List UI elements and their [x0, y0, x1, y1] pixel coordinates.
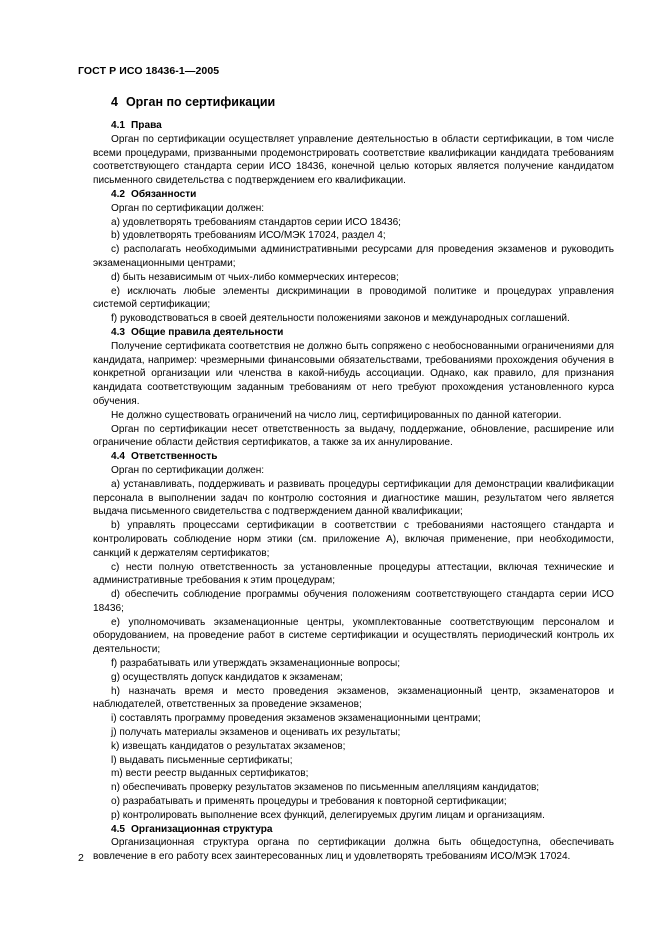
subsection-title: Права [131, 120, 162, 131]
section-number: 4 [111, 95, 118, 109]
list-item: j) получать материалы экзаменов и оценивать их результаты; [111, 727, 401, 739]
list-item: b) управлять процессами сертификации в соответствии с требованиями настоящего стандарта и контролировать соблюдение норм этики (см. приложение А), включая применение, при необходимости, санкций к держателям сертификатов; [93, 520, 614, 559]
standard-header: ГОСТ Р ИСО 18436-1—2005 [78, 65, 220, 77]
paragraph: Орган по сертификации осуществляет управление деятельностью в области сертификации, в том числе всеми процедурами, призванными продемонстрировать соответствие квалификации кандидата требованиям соответствующего стандарта серии ИСО 18436, конечной целью которых является получение кандидатом письменного свидетельства с подтверждением его квалификации. [93, 133, 614, 187]
list-item: a) устанавливать, поддерживать и развивать процедуры сертификации для демонстрации квалификации персонала в выполнении задач по контролю состояния и диагностике машин, результатом чего является выдача письменного свидетельства с подтверждением данной квалификации; [93, 478, 614, 518]
list-item: b) удовлетворять требованиям ИСО/МЭК 17024, раздел 4; [111, 230, 386, 242]
subsection-heading [111, 823, 614, 837]
list-item: c) располагать необходимыми административными ресурсами для проведения экзаменов и руководить экзаменационными центрами; [93, 244, 614, 269]
subsection-title: Организационная структура [131, 823, 273, 835]
subsection-4-2 [93, 188, 614, 326]
list-item: i) составлять программу проведения экзаменов экзаменационными центрами; [111, 713, 481, 725]
list-item: k) извещать кандидатов о результатах экзаменов; [111, 740, 346, 752]
subsection-title: Обязанности [131, 188, 197, 200]
list-item: n) обеспечивать проверку результатов экзаменов по письменным апелляциям кандидатов; [111, 782, 540, 794]
subsection-4-5 [93, 823, 614, 864]
subsection-number: 4.2 [111, 188, 126, 200]
subsection-number: 4.1 [111, 120, 126, 131]
list-item: d) быть независимым от чьих-либо коммерческих интересов; [111, 271, 399, 283]
list-item: c) нести полную ответственность за установленные процедуры аттестации, включая технические и административные требования к этим процедурам; [93, 561, 614, 587]
subsection-4-4 [93, 450, 614, 823]
paragraph: Орган по сертификации должен: [111, 202, 265, 214]
list-item: f) руководствоваться в своей деятельности положениями законов и международных соглашений. [111, 313, 570, 325]
section-title-text: Орган по сертификации [125, 95, 276, 109]
page-number: 2 [78, 852, 84, 864]
list-item: o) разрабатывать и применять процедуры и требования к повторной сертификации; [111, 796, 507, 808]
subsection-number: 4.4 [111, 451, 126, 463]
list-item: m) вести реестр выданных сертификатов; [111, 768, 309, 780]
subsection-heading [111, 326, 614, 340]
subsection-number: 4.3 [111, 326, 126, 338]
subsection-heading [111, 188, 614, 202]
list-item: a) удовлетворять требованиям стандартов серии ИСО 18436; [111, 216, 401, 228]
list-item: d) обеспечить соблюдение программы обучения положениям соответствующего стандарта серии ИСО 18436; [93, 589, 614, 614]
list-item: h) назначать время и место проведения экзаменов, экзаменационный центр, экзаменаторов и наблюдателей, ответственных за проведение экзаменов; [93, 685, 614, 711]
paragraph: Орган по сертификации должен: [111, 464, 265, 476]
page-content [93, 93, 614, 864]
subsection-4-3 [93, 326, 614, 450]
section-title [111, 93, 614, 111]
list-item: g) осуществлять допуск кандидатов к экзаменам; [111, 671, 343, 683]
list-item: e) исключать любые элементы дискриминации в проводимой политике и процедурах управления системой сертификации; [93, 285, 614, 311]
paragraph: Орган по сертификации несет ответственность за выдачу, поддержание, обновление, расширение или ограничение области действия сертификатов, а также за их аннулирование. [93, 423, 614, 449]
list-item: f) разрабатывать или утверждать экзаменационные вопросы; [111, 658, 401, 670]
paragraph: Не должно существовать ограничений на число лиц, сертифицированных по данной категории. [111, 409, 562, 421]
subsection-heading [111, 450, 614, 464]
subsection-number: 4.5 [111, 823, 126, 835]
subsection-4-1 [93, 119, 614, 188]
subsection-title: Общие правила деятельности [131, 326, 284, 338]
subsection-title: Ответственность [131, 451, 218, 463]
paragraph: Организационная структура органа по сертификации должна быть общедоступна, обеспечивать вовлечение в его работу всех заинтересованных лиц и удовлетворять требованиям ИСО/МЭК 17024. [93, 837, 614, 863]
list-item: e) уполномочивать экзаменационные центры, укомплектованные соответствующим персоналом и оборудованием, на проведение работ в системе сертификации и осуществлять периодический контроль их деятельности; [93, 616, 614, 656]
list-item: p) контролировать выполнение всех функций, делегируемых другим лицам и организациям. [111, 809, 545, 821]
paragraph: Получение сертификата соответствия не должно быть сопряжено с необоснованными ограничениями для кандидата, например: чрезмерными финансовыми обязательствами, требованиями прохождения обучения в конкретной организации или членства в какой-нибудь ассоциации. Однако, как правило, для признания кандидата соответствующим заданным требованиям от него требуют прохождения установленного курса обучения. [93, 340, 614, 407]
list-item: l) выдавать письменные сертификаты; [111, 754, 293, 766]
subsection-heading [111, 119, 614, 133]
